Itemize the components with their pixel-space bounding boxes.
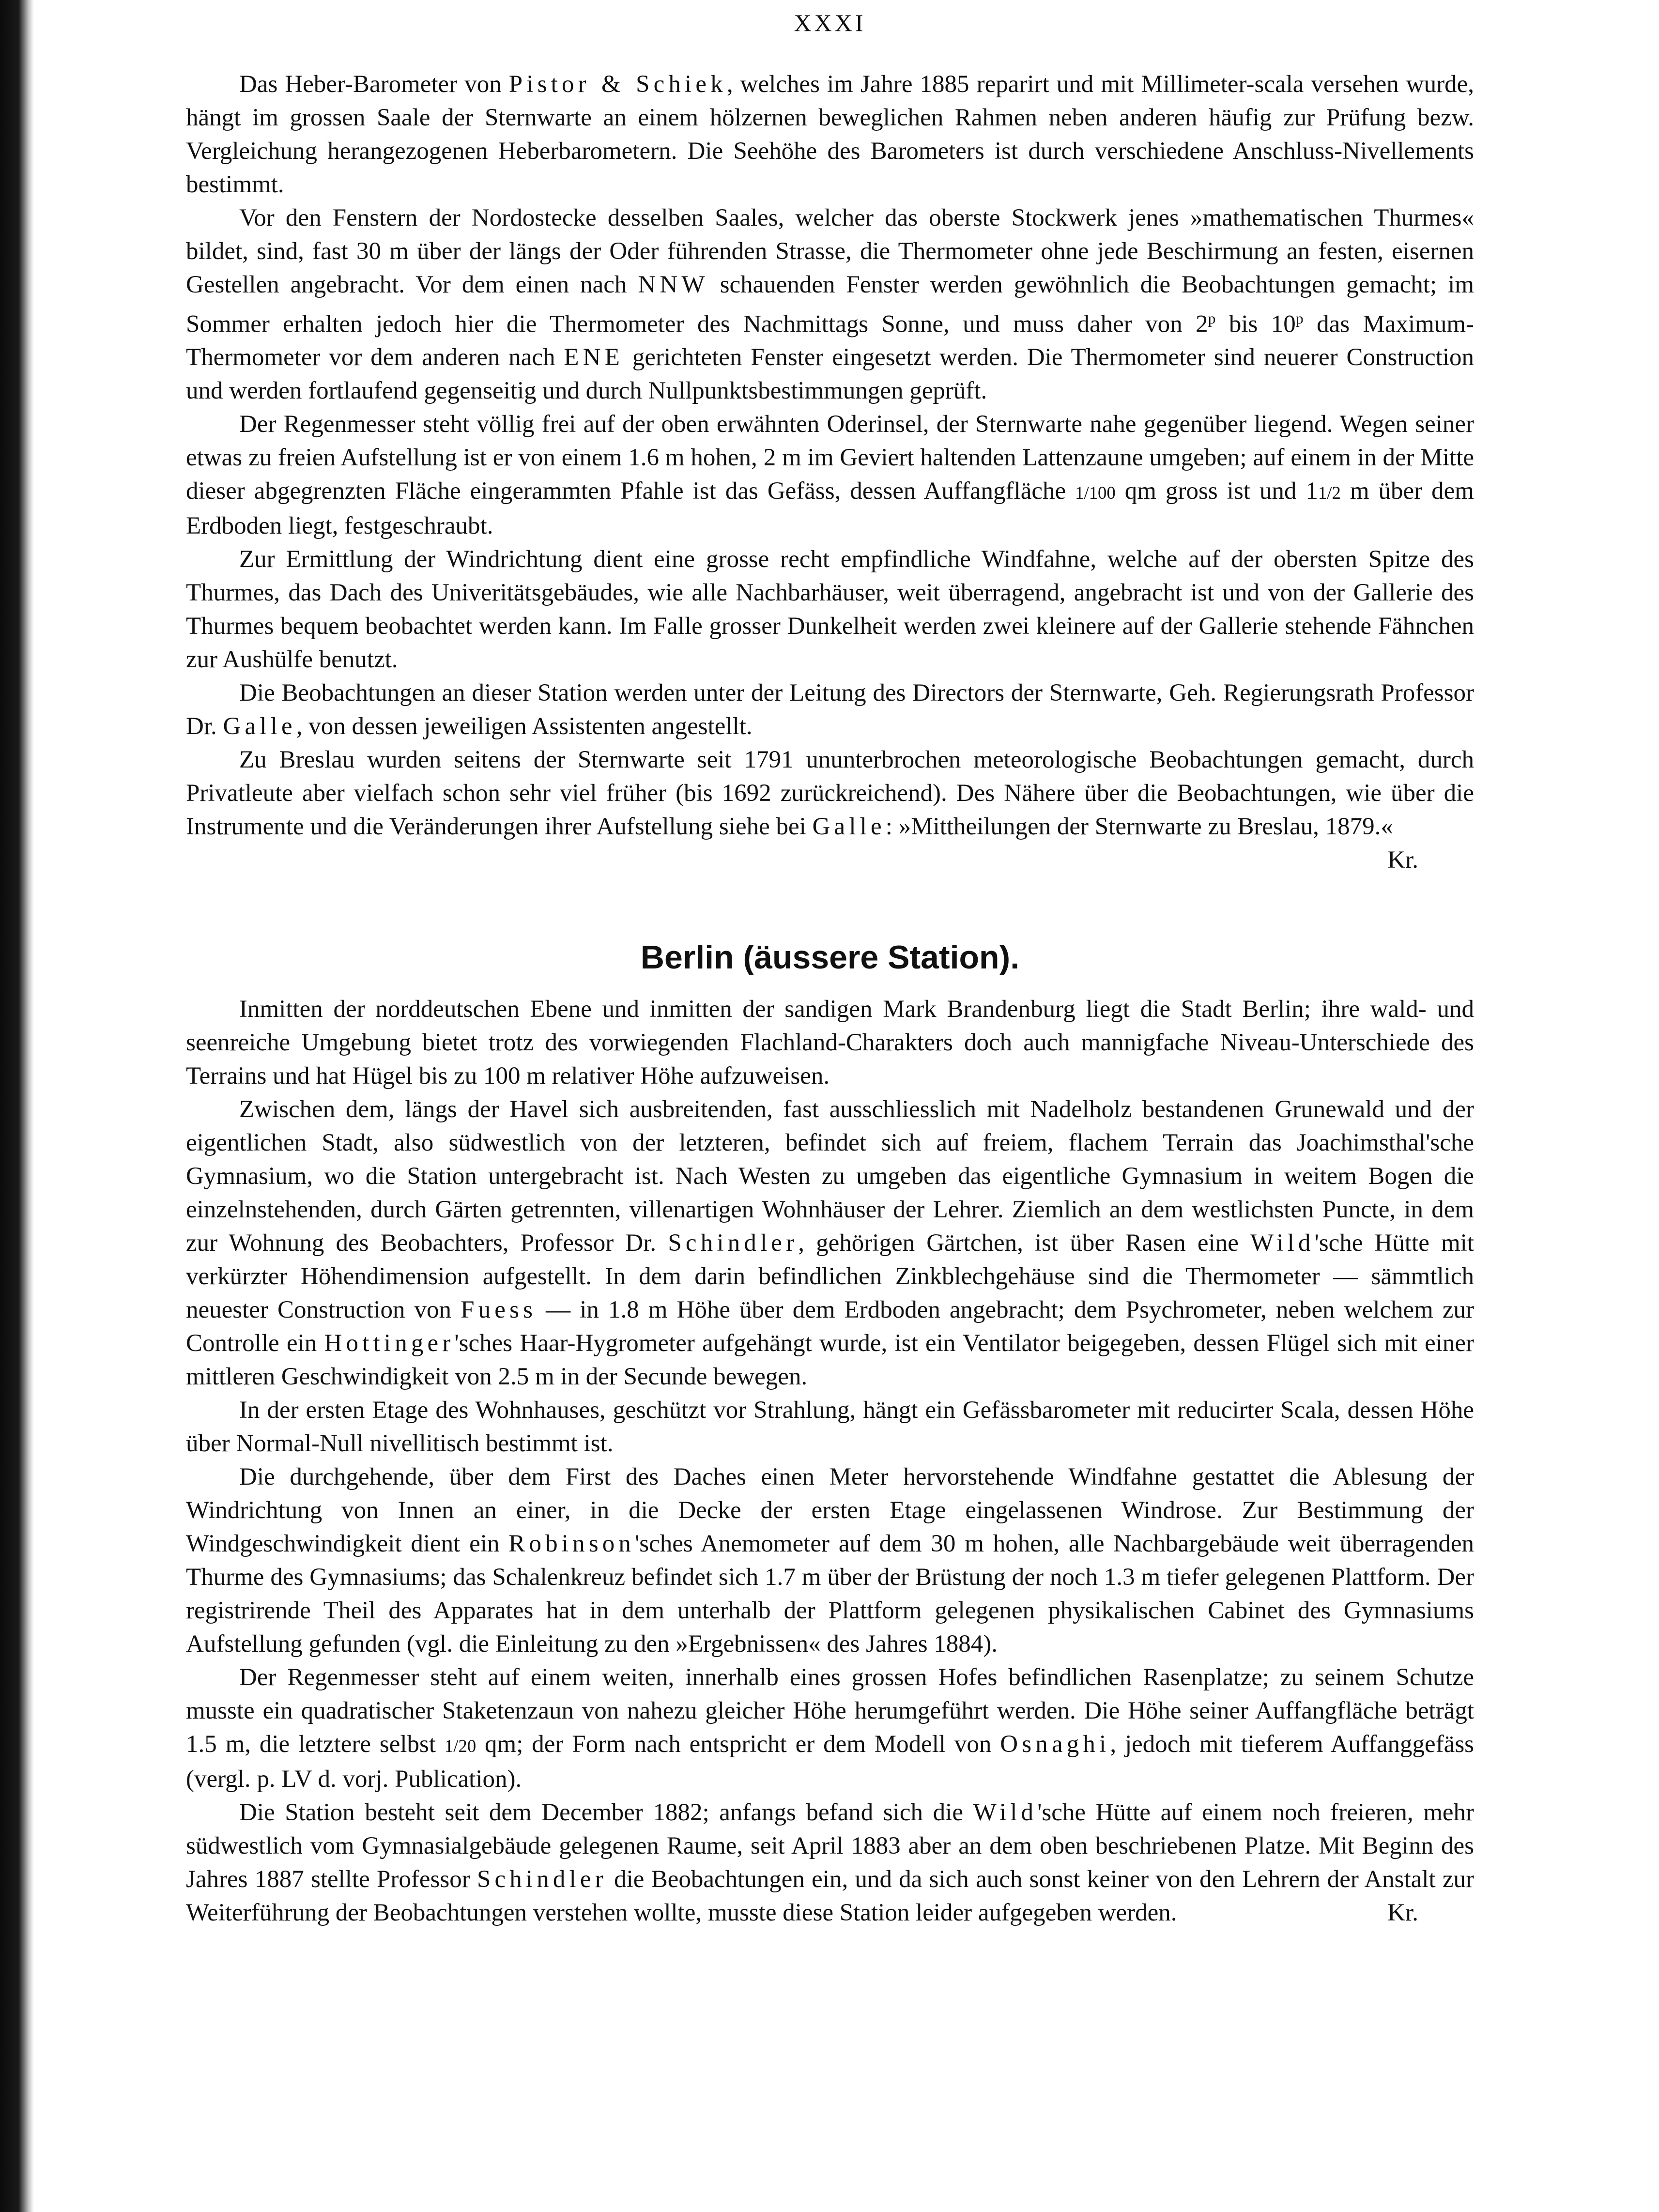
- text-run: die Beobachtungen ein, und da sich auch sonst keiner von den Lehrern der Anstalt zur Weiterführung der Beobachtungen verstehen wollte, musste diese Station leider aufgegeben werden.: [186, 1866, 1475, 1926]
- text-run: schauenden Fenster werden gewöhnlich die Beobachtungen gemacht; im Sommer erhalten jedoch hier die Thermometer des Nachmittags Sonne, und muss daher von 2: [186, 271, 1474, 338]
- text-run: gerichteten Fenster eingesetzt werden. Die Thermometer sind neuerer Construction und werden fortlaufend gegenseitig und durch Nullpunktsbestimmungen geprüft.: [186, 344, 1475, 405]
- spaced-name: Osnaghi: [1000, 1731, 1110, 1758]
- paragraph: [186, 676, 1474, 743]
- text-run: qm; der Form nach entspricht er dem Modell von: [476, 1731, 1000, 1758]
- text-run: , gehörigen Gärtchen, ist über Rasen eine: [798, 1229, 1250, 1257]
- paragraph: [186, 1796, 1474, 1930]
- spaced-name: Wild: [973, 1799, 1038, 1826]
- text-run: bis 10: [1215, 310, 1296, 338]
- scan-binding-shadow: [0, 0, 34, 2212]
- paragraph: [186, 543, 1474, 676]
- fraction: 1/100: [1075, 483, 1116, 503]
- spaced-name: Hottinger: [324, 1330, 455, 1357]
- paragraph: [186, 743, 1474, 874]
- spaced-name: NNW: [638, 271, 709, 298]
- page-number: XXXI: [794, 9, 866, 36]
- paragraph: [186, 993, 1474, 1093]
- text-run: Zu Breslau wurden seitens der Sternwarte seit 1791 ununterbrochen meteorologische Beobachtungen gemacht, durch Privatleute aber vielfach schon sehr viel früher (bis 1692 zurückreichend). Des Nähere über die Beobachtungen, wie über die Instrumente und die Veränderungen ihrer Aufstellung siehe bei: [186, 746, 1474, 841]
- spaced-name: ENE: [564, 344, 624, 371]
- superscript: p: [1295, 310, 1304, 327]
- text-run: Der Regenmesser steht auf einem weiten, innerhalb eines grossen Hofes befindlichen Rasenplatze; zu seinem Schutze musste ein quadratischer Staketenzaun von nahezu gleicher Höhe herumgeführt werden. Die Höhe seiner Auffangfläche beträgt 1.5 m, die letztere selbst: [186, 1664, 1474, 1758]
- text-run: Der Regenmesser steht völlig frei auf der oben erwähnten Oderinsel, der Sternwarte nahe gegenüber liegend. Wegen seiner etwas zu freien Aufstellung ist er von einem 1.6 m hohen, 2 m im Geviert haltenden Lattenzaune umgeben; auf einem in der Mitte dieser abgegrenzten Fläche eingerammten Pfahle ist das Gefäss, dessen Auffangfläche: [186, 411, 1474, 505]
- text-run: — in 1.8 m Höhe über dem Erdboden angebracht; dem Psychrometer, neben welchem zur Controlle ein: [186, 1296, 1474, 1357]
- spaced-name: Wild: [1250, 1229, 1315, 1257]
- spaced-name: Robinson: [508, 1530, 635, 1557]
- spaced-name: Schindler: [476, 1866, 607, 1893]
- text-run: , jedoch mit tieferem Auffanggefäss (vergl. p. LV d. vorj. Publication).: [186, 1731, 1475, 1793]
- text-run: Das Heber-Barometer von: [239, 71, 509, 98]
- text-run: Die Beobachtungen an dieser Station werden unter der Leitung des Directors der Sternwarte, Geh. Regierungsrath Professor Dr.: [186, 679, 1474, 740]
- section-heading-berlin: Berlin (äussere Station).: [640, 939, 1020, 976]
- paragraph: [186, 68, 1474, 201]
- paragraph: [186, 1460, 1474, 1661]
- spaced-name: Pistor & Schiek: [508, 71, 727, 98]
- superscript: p: [1208, 310, 1216, 327]
- text-run: Vor den Fenstern der Nordostecke desselben Saales, welcher das oberste Stockwerk jenes »mathematischen Thurmes« bildet, sind, fast 30 m über der längs der Oder führenden Strasse, die Thermometer ohne jede Beschirmung an festen, eisernen Gestellen angebracht. Vor dem einen nach: [186, 204, 1474, 298]
- fraction: 1/20: [444, 1736, 476, 1756]
- text-run: 'sches Haar-Hygrometer aufgehängt wurde, ist ein Ventilator beigegeben, dessen Flügel sich mit einer mittleren Geschwindigkeit von 2.5 m in der Secunde bewegen.: [186, 1330, 1474, 1390]
- fraction: 1/2: [1318, 483, 1341, 503]
- author-signature: Kr.: [1387, 1899, 1418, 1926]
- text-run: Zwischen dem, längs der Havel sich ausbreitenden, fast ausschliesslich mit Nadelholz bestandenen Grunewald und der eigentlichen Stadt, also südwestlich von der letzteren, befindet sich auf freiem, flachem Terrain das Joachimsthal'sche Gymnasium, wo die Station untergebracht ist. Nach Westen zu umgeben das eigentliche Gymnasium in weitem Bogen die einzelnstehenden, durch Gärten getrennten, villenartigen Wohnhäuser der Lehrer. Ziemlich an dem westlichsten Puncte, in dem zur Wohnung des Beobachters, Professor Dr.: [186, 1096, 1474, 1257]
- text-run: : »Mittheilungen der Sternwarte zu Breslau, 1879.«: [885, 813, 1393, 841]
- paragraph: [186, 1661, 1474, 1796]
- text-run: 'sche Hütte auf einem noch freieren, mehr südwestlich vom Gymnasialgebäude gelegenen Raume, seit April 1883 aber an dem oben beschriebenen Platze. Mit Beginn des Jahres 1887 stellte Professor: [186, 1799, 1474, 1893]
- text-run: Die durchgehende, über dem First des Daches einen Meter hervorstehende Windfahne gestattet die Ablesung der Windrichtung von Innen an einer, in die Decke der ersten Etage eingelassenen Windrose. Zur Bestimmung der Windgeschwindigkeit dient ein: [186, 1463, 1474, 1557]
- text-run: Die Station besteht seit dem December 1882; anfangs befand sich die: [239, 1799, 973, 1826]
- text-run: , welches im Jahre 1885 reparirt und mit Millimeter-scala versehen wurde, hängt im grossen Saale der Sternwarte an einem hölzernen beweglichen Rahmen neben anderen häufig zur Prüfung bezw. Vergleichung herangezogenen Heberbarometern. Die Seehöhe des Barometers ist durch verschiedene Anschluss-Nivellements bestimmt.: [186, 71, 1474, 198]
- text-run: 'sche Hütte mit verkürzter Höhendimension aufgestellt. In dem darin befindlichen Zinkblechgehäuse sind die Thermometer — sämmtlich neuester Construction von: [186, 1229, 1474, 1323]
- text-run: m über dem Erdboden liegt, festgeschraubt.: [186, 477, 1474, 540]
- text-run: In der ersten Etage des Wohnhauses, geschützt vor Strahlung, hängt ein Gefässbarometer mit reducirter Scala, dessen Höhe über Normal-Null nivellitisch bestimmt ist.: [186, 1397, 1474, 1457]
- spaced-name: Galle: [223, 713, 296, 740]
- text-run: Zur Ermittlung der Windrichtung dient eine grosse recht empfindliche Windfahne, welche auf der obersten Spitze des Thurmes, das Dach des Univeritätsgebäudes, wie alle Nachbarhäuser, weit überragend, angebracht ist und von der Gallerie des Thurmes bequem beobachtet werden kann. Im Falle grosser Dunkelheit werden zwei kleinere auf der Gallerie stehende Fähnchen zur Aushülfe benutzt.: [186, 546, 1474, 674]
- section-berlin-text: [186, 993, 1474, 1930]
- spaced-name: Schindler: [668, 1229, 799, 1257]
- text-run: 'sches Anemometer auf dem 30 m hohen, alle Nachbargebäude weit überragenden Thurme des Gymnasiums; das Schalenkreuz befindet sich 1.7 m über der Brüstung der noch 1.3 m tiefer gelegenen Plattform. Der registrirende Theil des Apparates hat in dem unterhalb der Plattform gelegenen physikalischen Cabinet des Gymnasiums Aufstellung gefunden (vgl. die Einleitung zu den »Ergebnissen« des Jahres 1884).: [186, 1530, 1474, 1658]
- paragraph: [186, 1093, 1474, 1394]
- text-run: qm gross ist und 1: [1115, 477, 1318, 505]
- paragraph: [186, 408, 1474, 543]
- spaced-name: Galle: [812, 813, 886, 841]
- author-signature: Kr.: [1387, 846, 1418, 874]
- text-run: Inmitten der norddeutschen Ebene und inmitten der sandigen Mark Brandenburg liegt die Stadt Berlin; ihre wald- und seenreiche Umgebung bietet trotz des vorwiegenden Flachland-Charakters doch auch mannigfache Niveau-Unterschiede des Terrains und hat Hügel bis zu 100 m relativer Höhe aufzuweisen.: [186, 996, 1474, 1090]
- text-run: , von dessen jeweiligen Assistenten angestellt.: [296, 713, 753, 740]
- section-breslau-text: [186, 68, 1474, 877]
- paragraph: [186, 201, 1474, 408]
- spaced-name: Fuess: [461, 1296, 537, 1323]
- paragraph: [186, 1394, 1474, 1460]
- text-run: das Maximum-Thermometer vor dem anderen nach: [186, 310, 1474, 371]
